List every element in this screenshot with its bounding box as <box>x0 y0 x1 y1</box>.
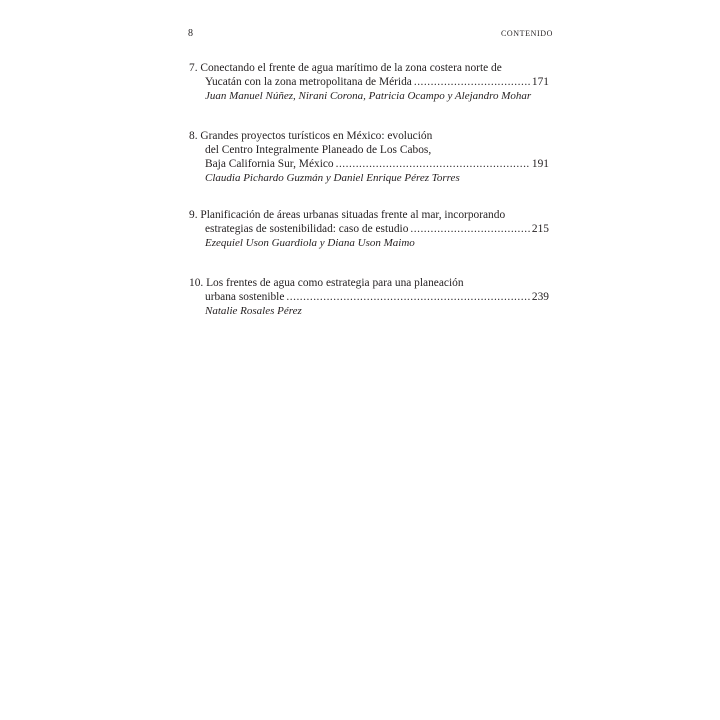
entry-title-line: del Centro Integralmente Planeado de Los Cabos, <box>205 144 432 156</box>
entry-page-number: 171 <box>531 76 549 88</box>
running-title: CONTENIDO <box>500 29 553 38</box>
entry-page-number: 215 <box>531 223 549 235</box>
entry-leader-line <box>189 157 549 171</box>
entry-title-line: 10. Los frentes de agua como estrategia para una planeación <box>189 277 464 289</box>
entry-page-number: 191 <box>531 158 549 170</box>
dot-leader <box>414 75 530 89</box>
entry-page-number: 239 <box>531 291 549 303</box>
toc-entry-8 <box>189 129 549 185</box>
entry-leader-line <box>189 75 549 89</box>
page-number: 8 <box>188 28 193 39</box>
entry-title-line: 7. Conectando el frente de agua marítimo de la zona costera norte de <box>189 62 502 74</box>
entry-authors: Natalie Rosales Pérez <box>205 305 302 317</box>
toc-entry-9 <box>189 208 549 250</box>
entry-title-last-line: estrategias de sostenibilidad: caso de estudio <box>205 223 409 235</box>
entry-title-last-line: urbana sostenible <box>205 291 285 303</box>
entry-title-line: 8. Grandes proyectos turísticos en México: evolución <box>189 130 433 142</box>
entry-leader-line <box>189 222 549 236</box>
entry-authors: Juan Manuel Núñez, Nirani Corona, Patricia Ocampo y Alejandro Mohar <box>205 90 532 102</box>
entry-title-last-line: Baja California Sur, México <box>205 158 334 170</box>
entry-authors: Ezequiel Uson Guardiola y Diana Uson Maimo <box>205 237 415 249</box>
entry-title-last-line: Yucatán con la zona metropolitana de Mérida <box>205 76 412 88</box>
entry-leader-line <box>189 290 549 304</box>
entry-title-line: 9. Planificación de áreas urbanas situadas frente al mar, incorporando <box>189 209 506 221</box>
dot-leader <box>286 290 530 304</box>
toc-entry-10 <box>189 276 549 318</box>
toc-entry-7 <box>189 61 549 103</box>
table-of-contents <box>189 61 549 344</box>
dot-leader <box>336 157 530 171</box>
dot-leader <box>410 222 530 236</box>
entry-authors: Claudia Pichardo Guzmán y Daniel Enrique Pérez Torres <box>205 172 460 184</box>
